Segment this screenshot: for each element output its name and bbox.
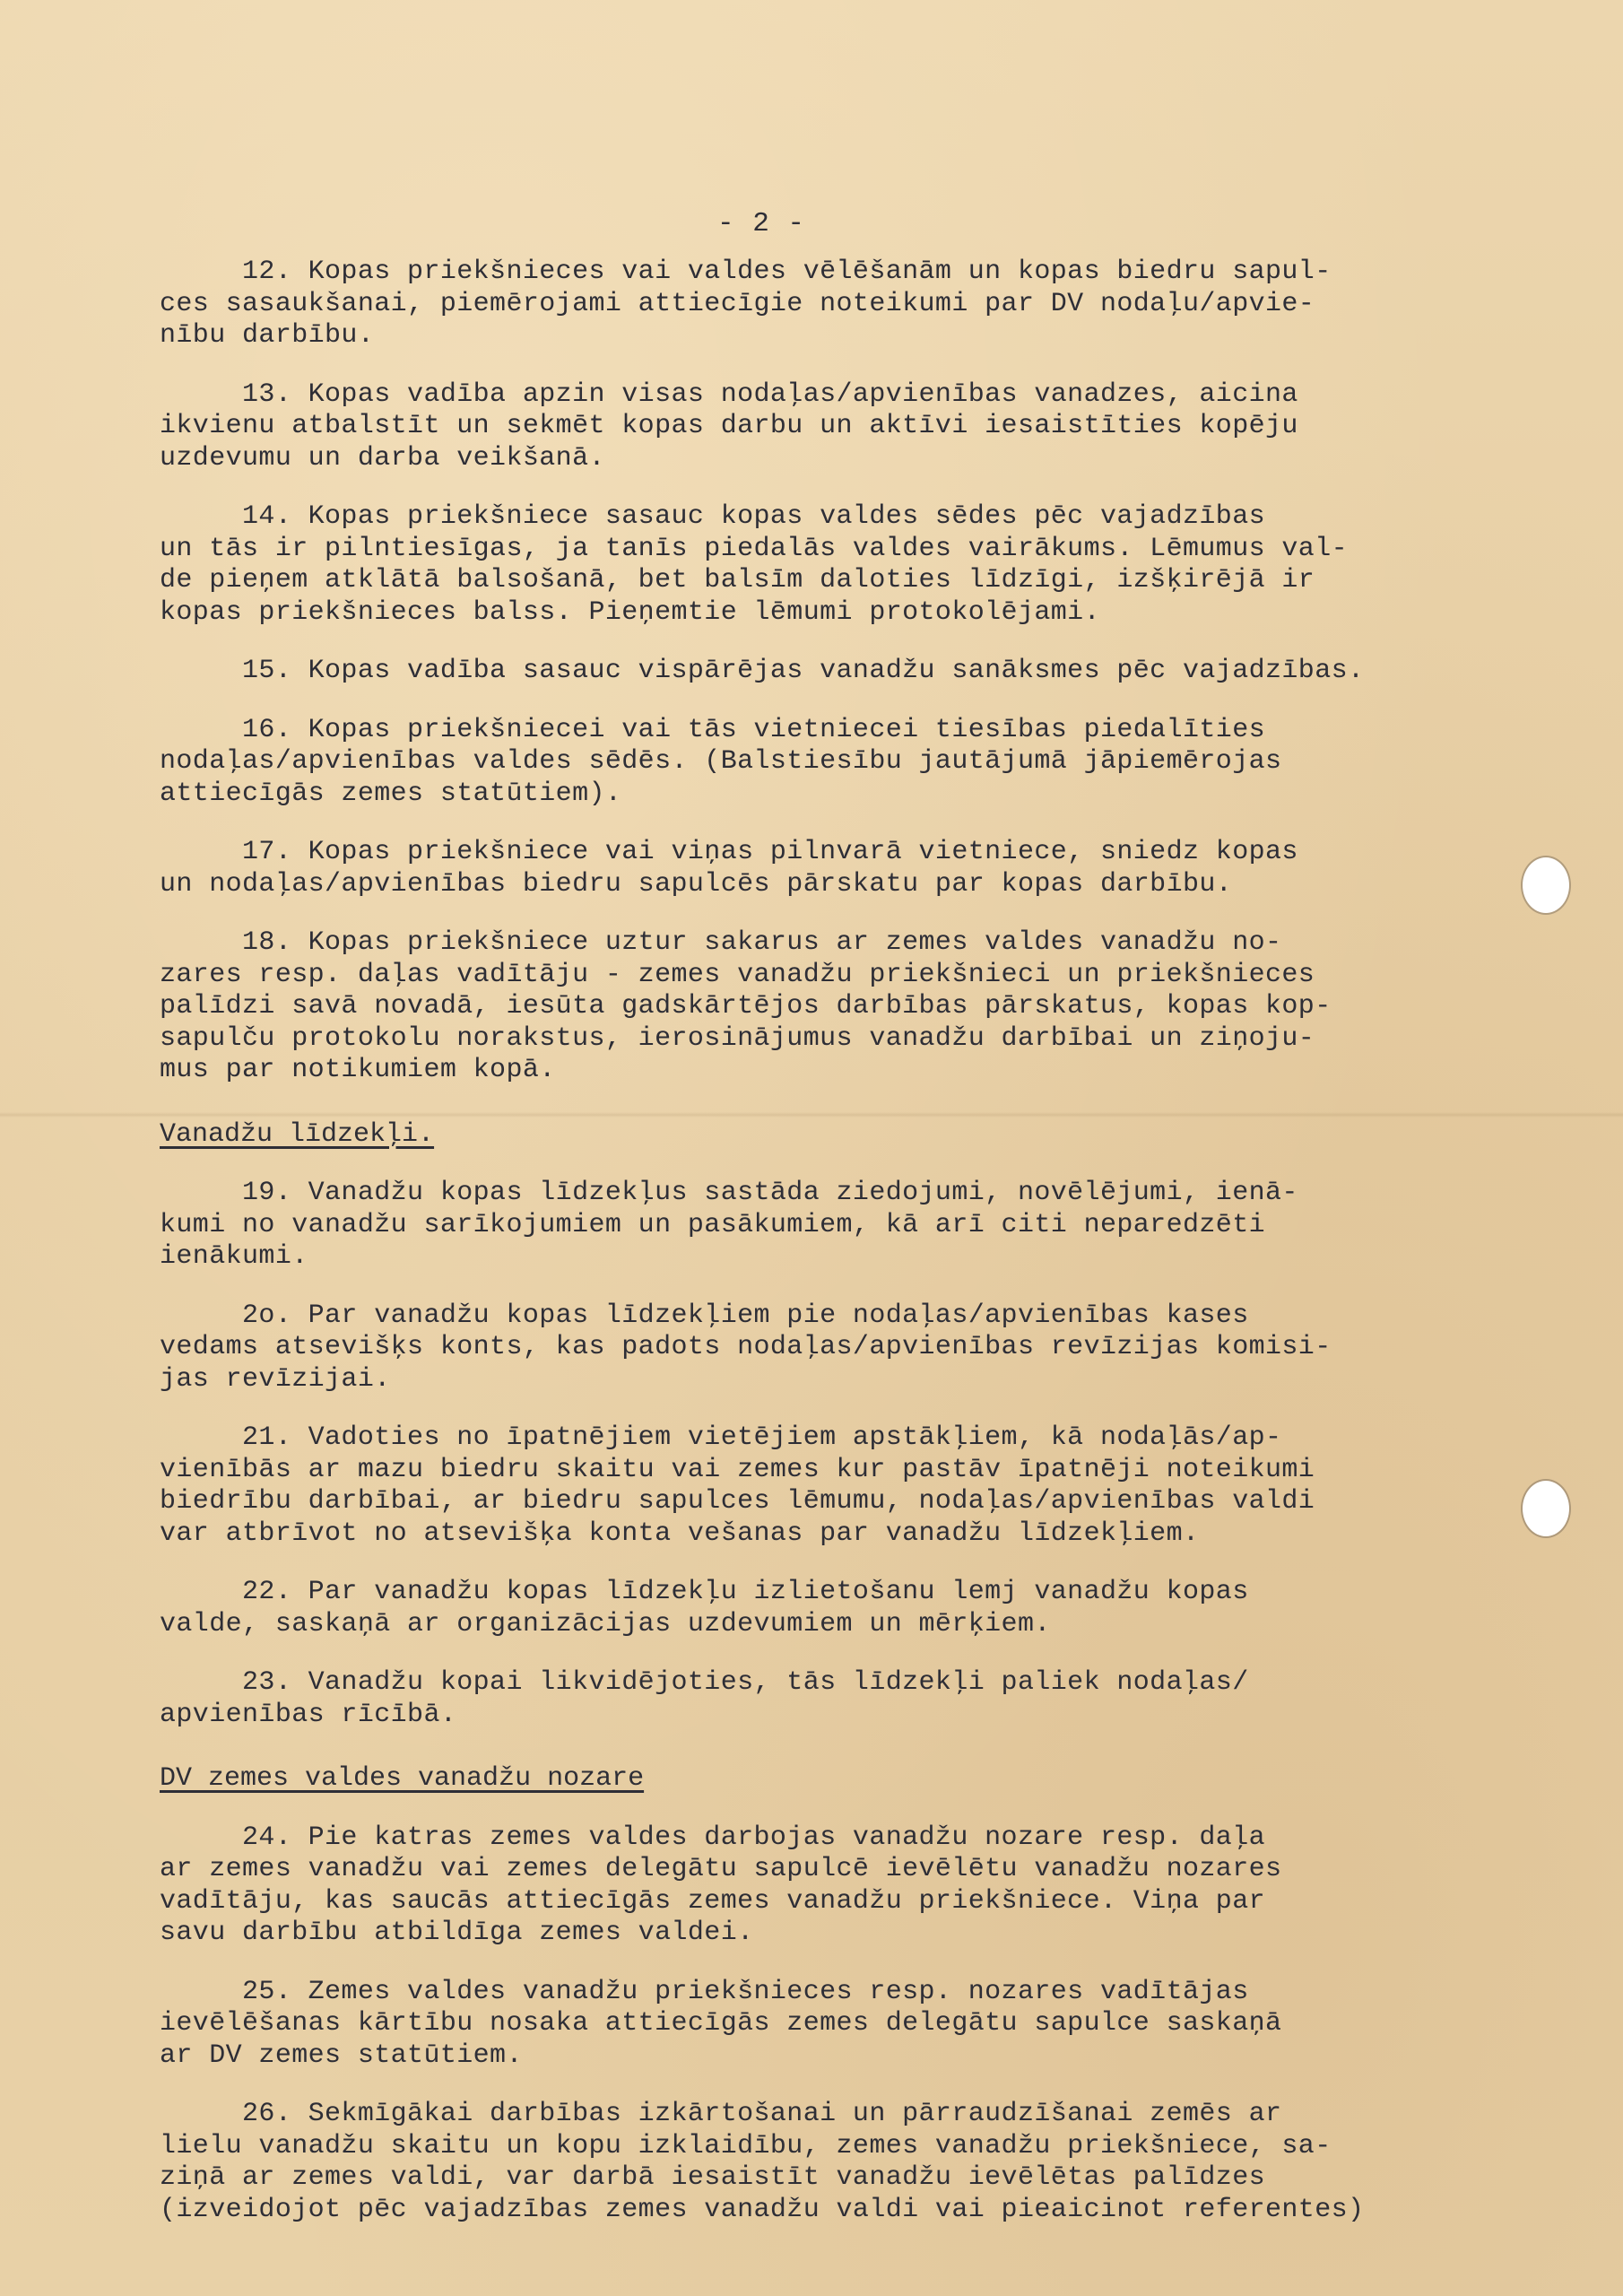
text-line: 16. Kopas priekšniecei vai tās vietniecei tiesības piedalīties [160, 714, 1265, 745]
text-line: 17. Kopas priekšniece vai viņas pilnvarā vietniece, sniedz kopas [160, 837, 1298, 867]
paragraph [160, 379, 1496, 475]
paragraph [160, 501, 1496, 629]
text-line: 21. Vadoties no īpatnējiem vietējiem apstākļiem, kā nodaļās/ap- [160, 1422, 1282, 1453]
text-line: (izveidojot pēc vajadzības zemes vanadžu valdi vai pieaicinot referentes) [160, 2194, 1365, 2225]
text-line: savu darbību atbildīga zemes valdei. [160, 1918, 754, 1948]
text-line: 2o. Par vanadžu kopas līdzekļiem pie nodaļas/apvienības kases [160, 1300, 1249, 1331]
paragraph [160, 1667, 1496, 1731]
paragraph [160, 1822, 1496, 1950]
text-line: ziņā ar zemes valdi, var darbā iesaistīt vanadžu ievēlētas palīdzes [160, 2162, 1265, 2193]
paragraph [160, 1977, 1496, 2073]
text-line: lielu vanadžu skaitu un kopu izklaidību, zemes vanadžu priekšniece, sa- [160, 2130, 1332, 2161]
text-line: 24. Pie katras zemes valdes darbojas vanadžu nozare resp. daļa [160, 1822, 1265, 1853]
text-line: valde, saskaņā ar organizācijas uzdevumiem un mērķiem. [160, 1608, 1051, 1639]
text-line: 18. Kopas priekšniece uztur sakarus ar zemes valdes vanadžu no- [160, 927, 1282, 958]
text-line: ces sasaukšanai, piemērojami attiecīgie noteikumi par DV nodaļu/apvie- [160, 288, 1315, 319]
paragraph [160, 1300, 1496, 1396]
text-line: 23. Vanadžu kopai likvidējoties, tās līdzekļi paliek nodaļas/ [160, 1667, 1249, 1698]
paragraph [160, 715, 1496, 811]
paragraph [160, 1178, 1496, 1274]
section-heading: DV zemes valdes vanadžu nozare [160, 1763, 645, 1794]
paragraph [160, 1422, 1496, 1550]
text-line: vienībās ar mazu biedru skaitu vai zemes kur pastāv īpatnēji noteikumi [160, 1454, 1315, 1485]
paragraph [160, 257, 1496, 352]
text-line: biedrību darbībai, ar biedru sapulces lēmumu, nodaļas/apvienības valdi [160, 1486, 1315, 1517]
text-line: attiecīgās zemes statūtiem). [160, 778, 622, 809]
text-line: ar DV zemes statūtiem. [160, 2039, 523, 2071]
paragraph [160, 837, 1496, 900]
text-line: 14. Kopas priekšniece sasauc kopas valdes sēdes pēc vajadzības [160, 501, 1265, 532]
text-line: 19. Vanadžu kopas līdzekļus sastāda ziedojumi, novēlējumi, ienā- [160, 1178, 1298, 1208]
text-line: kumi no vanadžu sarīkojumiem un pasākumiem, kā arī citi neparedzēti [160, 1209, 1265, 1240]
paragraph [160, 2099, 1496, 2226]
text-line: zares resp. daļas vadītāju - zemes vanadžu priekšnieci un priekšnieces [160, 959, 1315, 990]
text-line: un nodaļas/apvienības biedru sapulcēs pārskatu par kopas darbību. [160, 868, 1233, 900]
section-heading: Vanadžu līdzekļi. [160, 1118, 435, 1150]
text-line: un tās ir pilntiesīgas, ja tanīs piedalās valdes vairākums. Lēmumus val- [160, 533, 1349, 564]
text-line: ikvienu atbalstīt un sekmēt kopas darbu un aktīvi iesaistīties kopēju [160, 411, 1298, 441]
paragraph [160, 927, 1496, 1087]
document-body [160, 257, 1496, 2253]
text-line: ienākumi. [160, 1241, 308, 1272]
section-heading-wrap [160, 1758, 1496, 1822]
text-line: de pieņem atklātā balsošanā, bet balsīm daloties līdzīgi, izšķirējā ir [160, 565, 1315, 596]
text-line: 12. Kopas priekšnieces vai valdes vēlēšanām un kopas biedru sapul- [160, 257, 1332, 287]
text-line: 26. Sekmīgākai darbības izkārtošanai un pārraudzīšanai zemēs ar [160, 2099, 1282, 2129]
text-line: ar zemes vanadžu vai zemes delegātu sapulcē ievēlētu vanadžu nozares [160, 1854, 1282, 1884]
text-line: mus par notikumiem kopā. [160, 1055, 556, 1085]
text-line: palīdzi savā novadā, iesūta gadskārtējos darbības pārskatus, kopas kop- [160, 991, 1332, 1022]
text-line: apvienības rīcībā. [160, 1699, 457, 1730]
text-line: 15. Kopas vadība sasauc vispārējas vanadžu sanāksmes pēc vajadzības. [160, 656, 1365, 686]
punch-hole [1523, 857, 1569, 913]
paragraph [160, 1577, 1496, 1640]
text-line: nību darbību. [160, 320, 375, 351]
text-line: uzdevumu un darba veikšanā. [160, 442, 605, 474]
text-line: var atbrīvot no atsevišķa konta vešanas par vanadžu līdzekļiem. [160, 1518, 1200, 1549]
text-line: ievēlēšanas kārtību nosaka attiecīgās zemes delegātu sapulce saskaņā [160, 2008, 1282, 2039]
text-line: nodaļas/apvienības valdes sēdēs. (Balstiesību jautājumā jāpiemērojas [160, 746, 1282, 777]
text-line: vadītāju, kas saucās attiecīgās zemes vanadžu priekšniece. Viņa par [160, 1885, 1265, 1917]
paragraph [160, 656, 1496, 688]
punch-hole [1523, 1481, 1569, 1536]
text-line: 22. Par vanadžu kopas līdzekļu izlietošanu lemj vanadžu kopas [160, 1577, 1249, 1607]
text-line: vedams atsevišķs konts, kas padots nodaļas/apvienības revīzijas komisi- [160, 1332, 1332, 1362]
text-line: sapulču protokolu norakstus, ierosinājumus vanadžu darbībai un ziņoju- [160, 1022, 1315, 1054]
text-line: 13. Kopas vadība apzin visas nodaļas/apvienības vanadzes, aicina [160, 378, 1298, 410]
section-heading-wrap [160, 1114, 1496, 1178]
text-line: jas revīzijai. [160, 1363, 391, 1395]
text-line: 25. Zemes valdes vanadžu priekšnieces resp. nozares vadītājas [160, 1976, 1249, 2007]
text-line: kopas priekšnieces balss. Pieņemtie lēmumi protokolējami. [160, 596, 1100, 628]
page-number: - 2 - [717, 208, 806, 239]
